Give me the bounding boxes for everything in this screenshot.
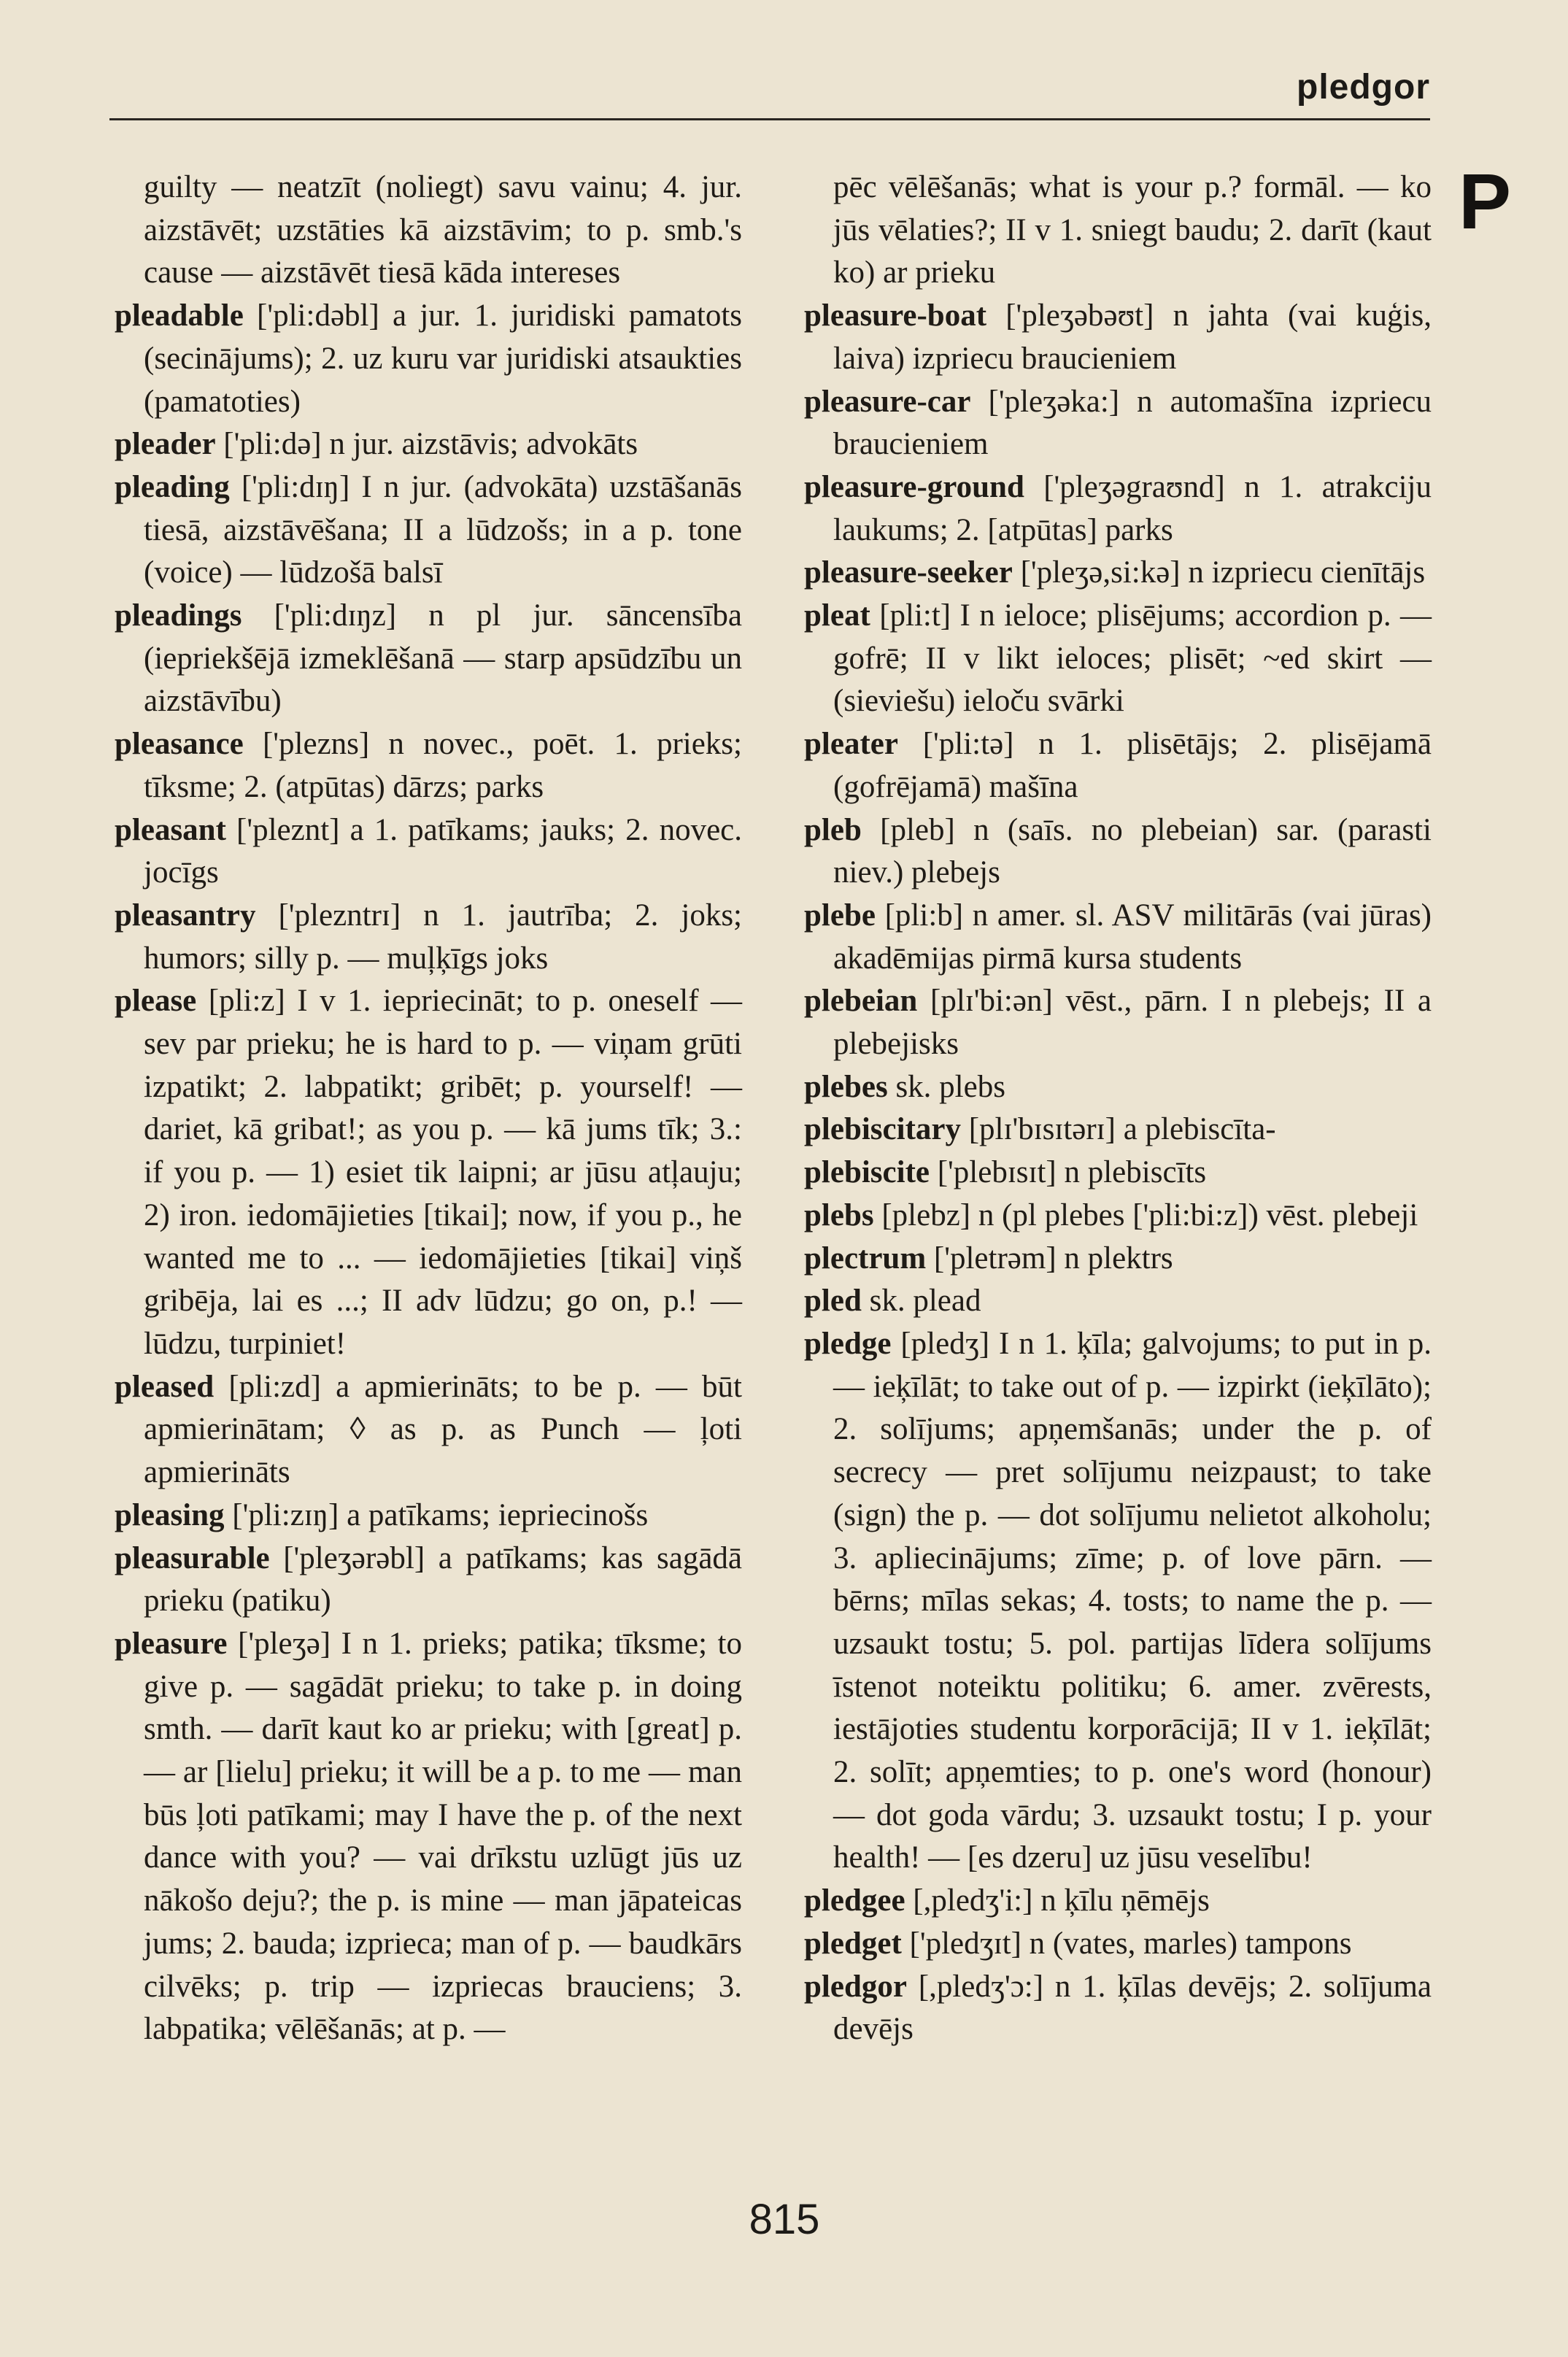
entry-definition: [plɪ'bi:ən] vēst., pārn. I n plebejs; II a plebejisks	[833, 984, 1432, 1062]
headword: plebe	[804, 898, 876, 933]
dictionary-entry	[804, 295, 1432, 380]
headword: pleasure-car	[804, 384, 971, 419]
dictionary-entry	[804, 1966, 1432, 2051]
running-head: pledgor	[1297, 68, 1430, 107]
headword: pleading	[115, 469, 230, 504]
dictionary-entry	[115, 466, 742, 595]
headword: pleasure-boat	[804, 298, 987, 333]
entry-definition: [pli:t] I n ieloce; plisējums; accordion p. — gofrē; II v likt ieloces; plisēt; ~ed skirt — (sieviešu) ieloču svārki	[833, 598, 1432, 719]
entry-definition: ['pli:dəbl] a jur. 1. juridiski pamatots (secinājums); 2. uz kuru var juridiski atsaukties (pamatoties)	[144, 298, 742, 419]
entry-definition: sk. plead	[861, 1284, 981, 1319]
headword: pleasure-seeker	[804, 555, 1013, 590]
headword: please	[115, 984, 197, 1019]
entry-definition: ['pledʒɪt] n (vates, marles) tampons	[901, 1926, 1352, 1961]
dictionary-entry	[804, 1066, 1432, 1109]
dictionary-entry	[115, 295, 742, 423]
dictionary-entry	[804, 1323, 1432, 1880]
headword: pleadings	[115, 598, 242, 633]
entry-definition: ['pleʒəka:] n automašīna izpriecu braucieniem	[833, 384, 1432, 462]
headword: pledget	[804, 1926, 902, 1961]
entry-definition: [,pledʒ'i:] n ķīlu ņēmējs	[905, 1883, 1210, 1918]
headword: pled	[804, 1284, 862, 1319]
right-column	[804, 166, 1432, 2051]
dictionary-entry	[115, 723, 742, 809]
entry-definition: ['pleʒərəbl] a patīkams; kas sagādā prieku (patiku)	[144, 1540, 742, 1619]
headword: pleasantry	[115, 898, 256, 933]
dictionary-entry	[804, 980, 1432, 1065]
dictionary-entry	[115, 423, 742, 466]
headword: pleasure	[115, 1626, 228, 1661]
dictionary-entry	[804, 595, 1432, 723]
headword: pleasant	[115, 812, 226, 847]
entry-definition: ['plebɪsɪt] n plebiscīts	[929, 1155, 1207, 1190]
entry-definition: [pli:b] n amer. sl. ASV militārās (vai jūras) akadēmijas pirmā kursa students	[833, 898, 1432, 976]
entry-definition: ['pleznt] a 1. patīkams; jauks; 2. novec. jocīgs	[144, 812, 742, 890]
dictionary-entry	[804, 809, 1432, 895]
headword: pleasurable	[115, 1540, 270, 1575]
headword: plebiscitary	[804, 1112, 961, 1147]
headword: plebiscite	[804, 1155, 930, 1190]
page-number: 815	[749, 2196, 820, 2243]
headword: pleasure-ground	[804, 469, 1024, 504]
headword: pleasing	[115, 1497, 225, 1532]
dictionary-entry	[804, 895, 1432, 980]
dictionary-entry	[115, 1623, 742, 2051]
entry-definition: ['pli:tə] n 1. plisētājs; 2. plisējamā (gofrējamā) mašīna	[833, 727, 1432, 804]
headword: pleasance	[115, 727, 244, 762]
entry-continuation: guilty — neatzīt (noliegt) savu vainu; 4. jur. aizstāvēt; uzstāties kā aizstāvim; to p. smb.'s cause — aizstāvēt tiesā kāda intereses	[144, 170, 742, 290]
entry-definition: ['pleʒə,si:kə] n izpriecu cienītājs	[1012, 555, 1426, 590]
dictionary-entry	[804, 1108, 1432, 1152]
headword: plectrum	[804, 1241, 927, 1276]
dictionary-entry	[115, 980, 742, 1365]
dictionary-entry	[804, 466, 1432, 552]
entry-definition: ['plezns] n novec., poēt. 1. prieks; tīksme; 2. (atpūtas) dārzs; parks	[144, 727, 742, 804]
headword: pleadable	[115, 298, 244, 333]
dictionary-entry	[115, 1494, 742, 1538]
entry-definition: ['pli:dɪŋz] n pl jur. sāncensība (iepriekšējā izmeklēšanā — starp apsūdzību un aizstāvību)	[144, 598, 742, 719]
entry-definition: [plɪ'bɪsɪtərɪ] a plebiscīta-	[960, 1112, 1276, 1147]
entry-definition: ['pletrəm] n plektrs	[926, 1241, 1173, 1276]
entry-continuation: pēc vēlēšanās; what is your p.? formāl. — ko jūs vēlaties?; II v 1. sniegt baudu; 2. darīt (kaut ko) ar prieku	[833, 170, 1432, 290]
entry-definition: ['pleʒəbəʊt] n jahta (vai kuģis, laiva) izpriecu braucieniem	[833, 298, 1432, 376]
entry-definition: [,pledʒ'ɔ:] n 1. ķīlas devējs; 2. solījuma devējs	[833, 1969, 1432, 2047]
dictionary-entry	[115, 895, 742, 980]
dictionary-entry	[115, 595, 742, 723]
entry-definition: [pli:zd] a apmierināts; to be p. — būt apmierinātam; ◊ as p. as Punch — ļoti apmierināts	[144, 1369, 742, 1490]
entry-definition: ['plezntrɪ] n 1. jautrība; 2. joks; humors; silly p. — muļķīgs joks	[144, 898, 742, 976]
dictionary-entry	[804, 1280, 1432, 1323]
entry-definition: ['pli:dɪŋ] I n jur. (advokāta) uzstāšanās tiesā, aizstāvēšana; II a lūdzošs; in a p. tone (voice) — lūdzošā balsī	[144, 469, 742, 590]
headword: pledgee	[804, 1883, 905, 1918]
headword: pleader	[115, 427, 216, 462]
dictionary-entry	[115, 1366, 742, 1494]
dictionary-entry	[804, 552, 1432, 595]
entry-definition: ['pleʒəgraʊnd] n 1. atrakciju laukums; 2. [atpūtas] parks	[833, 469, 1432, 547]
headword: pleater	[804, 727, 898, 762]
entry-definition: ['pleʒə] I n 1. prieks; patika; tīksme; to give p. — sagādāt prieku; to take p. in doing smth. — darīt kaut ko ar prieku; with [great] p. — ar [lielu] prieku; it will be a p. to me — man būs ļoti patīkami; may I have the p. of the next dance with you? — vai drīkstu uzlūgt jūs uz nākošo deju?; the p. is mine — man jāpateicas jums; 2. bauda; izprieca; man of p. — baudkārs cilvēks; p. trip — izpriecas brauciens; 3. labpatika; vēlēšanās; at p. —	[144, 1626, 742, 2047]
headword: pledge	[804, 1326, 892, 1361]
headword: pleb	[804, 812, 862, 847]
dictionary-entry	[804, 1195, 1432, 1238]
dictionary-entry	[115, 809, 742, 895]
entry-definition: ['pli:zɪŋ] a patīkams; iepriecinošs	[224, 1497, 649, 1532]
headword: pledgor	[804, 1969, 907, 2004]
dictionary-entry	[804, 723, 1432, 809]
entry-definition: [pli:z] I v 1. iepriecināt; to p. oneself — sev par prieku; he is hard to p. — viņam grūti izpatikt; 2. labpatikt; gribēt; p. yourself! — dariet, kā gribat!; as you p. — kā jums tīk; 3.: if you p. — 1) esiet tik laipni; ar jūsu atļauju; 2) iron. iedomājieties [tikai]; now, if you p., he wanted me to ... — iedomājieties [tikai] viņš gribēja, lai es ...; II adv lūdzu; go on, p.! — lūdzu, turpiniet!	[144, 984, 742, 1361]
headword: plebs	[804, 1197, 874, 1232]
dictionary-entry	[115, 1538, 742, 1623]
headword: plebeian	[804, 984, 918, 1019]
headword: plebes	[804, 1069, 888, 1104]
entry-definition: [pledʒ] I n 1. ķīla; galvojums; to put in p. — ieķīlāt; to take out of p. — izpirkt (ieķīlāto); 2. solījums; apņemšanās; under the p. of secrecy — pret solījumu neizpaust; to take (sign) the p. — dot solījumu nelietot alkoholu; 3. apliecinājums; zīme; p. of love pārn. — bērns; mīlas sekas; 4. tosts; to name the p. — uzsaukt tostu; 5. pol. partijas līdera solījums īstenot noteiktu politiku; 6. amer. zvērests, iestājoties studentu korporācijā; II v 1. ieķīlāt; 2. solīt; apņemties; to p. one's word (honour) — dot goda vārdu; 3. uzsaukt tostu; I p. your health! — [es dzeru] uz jūsu veselību!	[833, 1326, 1432, 1875]
left-column	[115, 166, 742, 2051]
entry-definition: [plebz] n (pl plebes ['pli:bi:z]) vēst. plebeji	[873, 1197, 1418, 1232]
headword: pleat	[804, 598, 870, 633]
dictionary-entry	[804, 381, 1432, 466]
headword: pleased	[115, 1369, 215, 1404]
entry-definition: sk. plebs	[887, 1069, 1005, 1104]
dictionary-entry	[804, 1152, 1432, 1195]
header-rule	[109, 118, 1430, 120]
dictionary-entry	[804, 1238, 1432, 1281]
dictionary-entry	[804, 1923, 1432, 1966]
dictionary-entry	[804, 1880, 1432, 1923]
letter-tab: P	[1458, 157, 1512, 245]
entry-definition: ['pli:də] n jur. aizstāvis; advokāts	[215, 427, 638, 462]
entry-definition: [pleb] n (saīs. no plebeian) sar. (parasti niev.) plebejs	[833, 812, 1432, 890]
